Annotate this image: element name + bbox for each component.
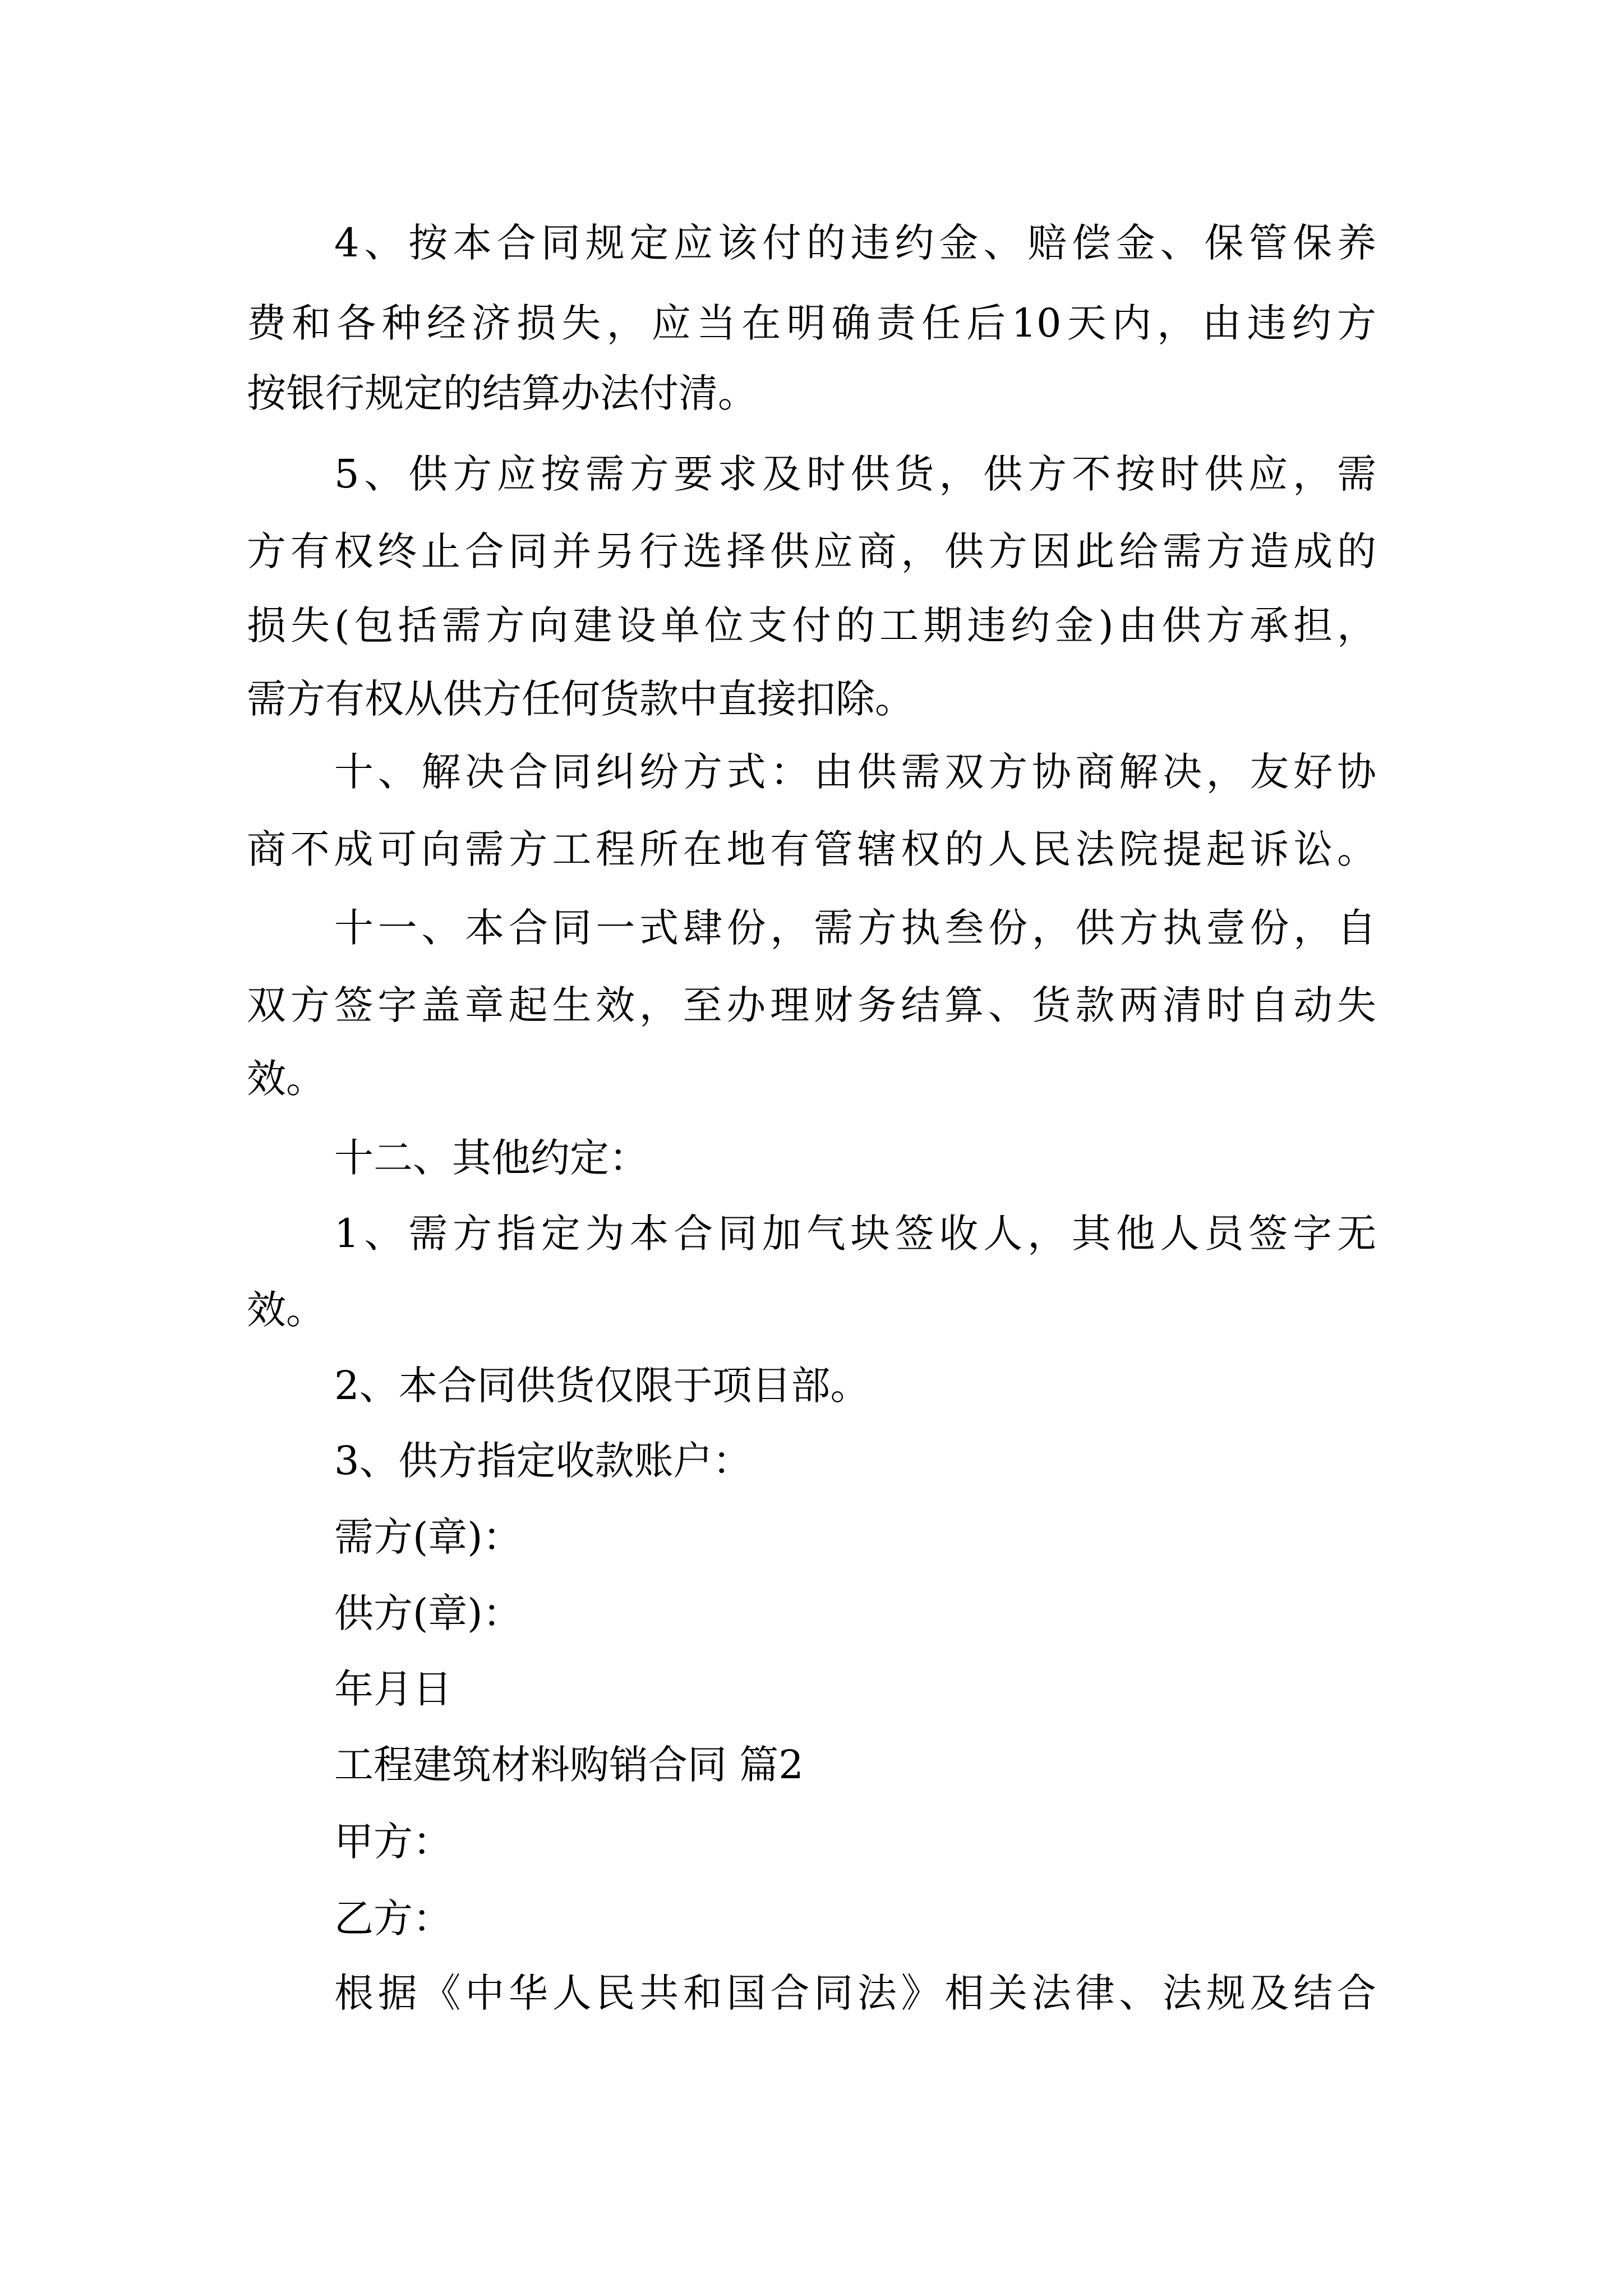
clause-5-line-1: 5、供方应按需方要求及时供货，供方不按时供应，需	[334, 451, 1376, 497]
clause-4-line-1: 4、按本合同规定应该付的违约金、赔偿金、保管保养	[334, 220, 1376, 266]
section-12-item-1-line-2: 效。	[247, 1287, 325, 1333]
legal-basis-line: 根据《中华人民共和国合同法》相关法律、法规及结合	[334, 1970, 1376, 2016]
seller-seal-label: 供方(章)：	[334, 1590, 522, 1636]
clause-4-line-2: 费和各种经济损失，应当在明确责任后10天内，由违约方	[247, 300, 1376, 346]
party-b-label: 乙方：	[334, 1895, 452, 1941]
section-11-line-2: 双方签字盖章起生效，至办理财务结算、货款两清时自动失	[247, 982, 1376, 1028]
clause-4-line-3: 按银行规定的结算办法付清。	[247, 370, 757, 416]
contract-2-title: 工程建筑材料购销合同 篇2	[334, 1742, 804, 1788]
section-11-line-3: 效。	[247, 1056, 325, 1102]
clause-5-line-2: 方有权终止合同并另行选择供应商，供方因此给需方造成的	[247, 528, 1376, 574]
section-12-item-1-line-1: 1、需方指定为本合同加气块签收人，其他人员签字无	[334, 1211, 1376, 1257]
party-a-label: 甲方：	[334, 1819, 452, 1865]
buyer-seal-label: 需方(章)：	[334, 1514, 522, 1560]
clause-5-line-4: 需方有权从供方任何货款中直接扣除。	[247, 676, 914, 722]
section-11-line-1: 十一、本合同一式肆份，需方执叁份，供方执壹份，自	[334, 905, 1376, 951]
section-12-title: 十二、其他约定：	[334, 1135, 648, 1181]
section-12-item-3: 3、供方指定收款账户：	[334, 1438, 752, 1484]
date-label: 年月日	[334, 1666, 452, 1712]
section-10-line-1: 十、解决合同纠纷方式：由供需双方协商解决，友好协	[334, 749, 1376, 795]
section-12-item-2: 2、本合同供货仅限于项目部。	[334, 1363, 870, 1409]
section-10-line-2: 商不成可向需方工程所在地有管辖权的人民法院提起诉讼。	[247, 826, 1376, 872]
clause-5-line-3: 损失(包括需方向建设单位支付的工期违约金)由供方承担，	[247, 602, 1376, 648]
